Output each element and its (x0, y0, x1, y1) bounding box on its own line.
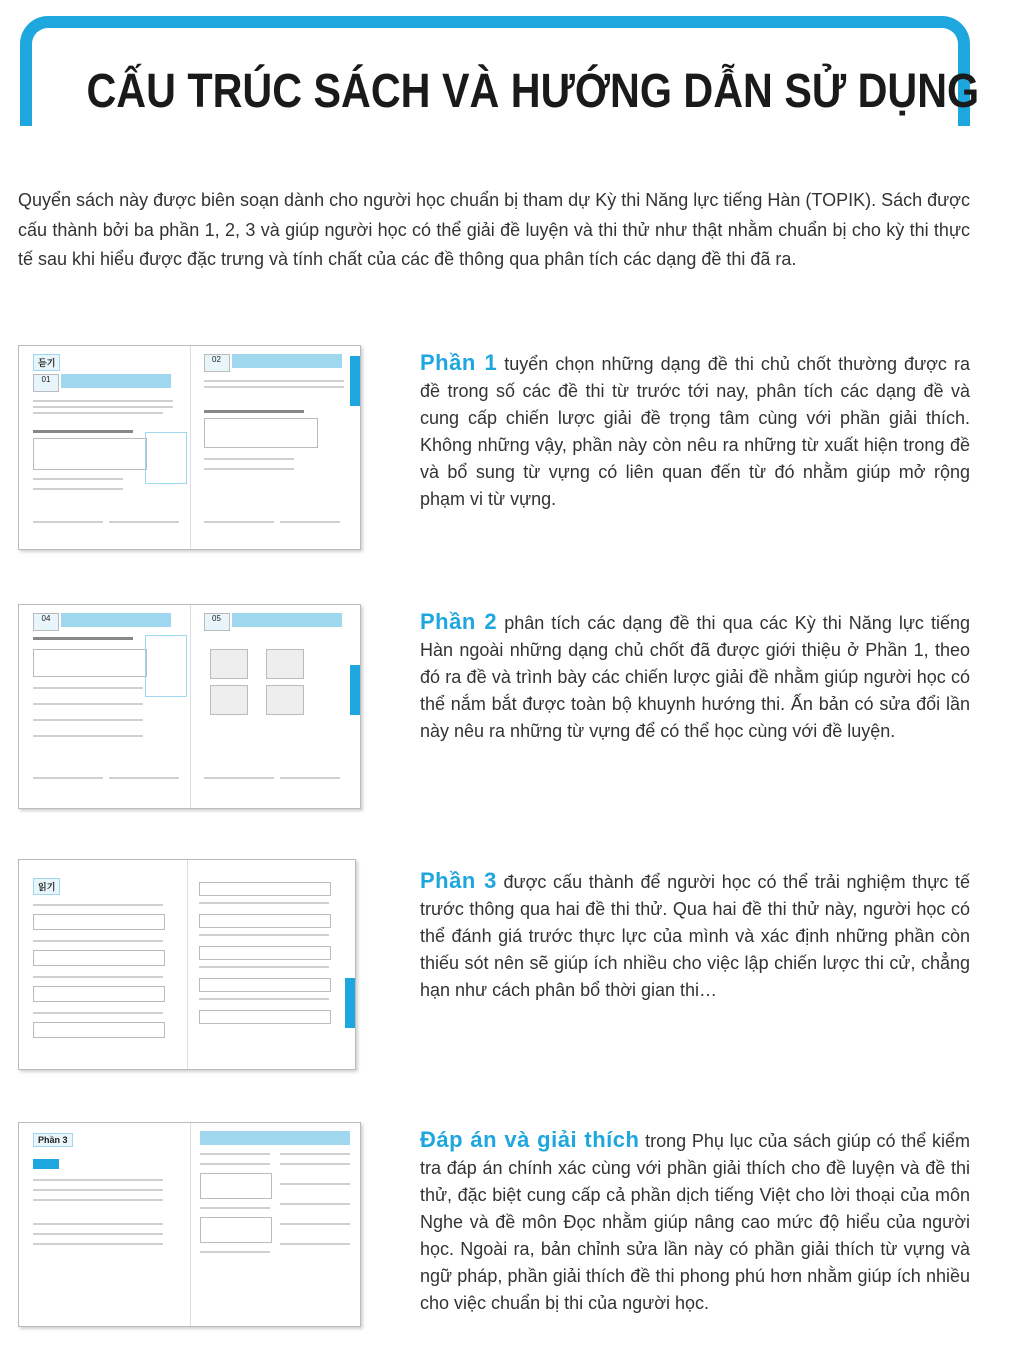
thumb-tag: Phần 3 (33, 1133, 73, 1147)
section-3-description (420, 867, 970, 1004)
section-3-text: được cấu thành để người học có thể trải nghiệm thực tế trước thông qua hai đề thi thử. Qua hai đề thi thử này, người học có thể đánh giá trước thực lực của mình và xác định những phần còn thiếu sót nên sẽ giúp ích nhiều cho việc lập chiến lược thi cử, chẳng hạn như cách phân bổ thời gian thi… (420, 872, 970, 1000)
section-4-description (420, 1126, 970, 1317)
section-2-description (420, 608, 970, 745)
thumb-number: 02 (204, 354, 230, 372)
intro-paragraph: Quyển sách này được biên soạn dành cho người học chuẩn bị tham dự Kỳ thi Năng lực tiếng Hàn (TOPIK). Sách được cấu thành bởi ba phần 1, 2, 3 và giúp người học có thể giải đề luyện và thi thử như thật nhằm chuẩn bị cho kỳ thi thực tế sau khi hiểu được đặc trưng và tính chất của các đề thông qua phân tích các dạng đề thi đã ra. (18, 190, 970, 269)
section-4-thumbnail (18, 1122, 361, 1327)
page-title: CẤU TRÚC SÁCH VÀ HƯỚNG DẪN SỬ DỤNG (86, 65, 980, 118)
thumb-number: 04 (33, 613, 59, 631)
section-2-text: phân tích các dạng đề thi qua các Kỳ thi Năng lực tiếng Hàn ngoài những dạng chủ chốt đã được giới thiệu ở Phần 1, theo đó ra đề và trình bày các chiến lược giải đề nhằm giúp người học có thể nắm bắt được toàn bộ khuynh hướng thi. Ấn bản có sửa đổi lần này nêu ra những từ vựng để có thể học cùng với đề luyện. (420, 613, 970, 741)
section-1-lead: Phần 1 (420, 350, 498, 375)
section-2-thumbnail (18, 604, 361, 809)
section-1-text: tuyển chọn những dạng đề thi chủ chốt thường được ra đề trong số các đề thi từ trước tới nay, phân tích các dạng đề và cung cấp chiến lược giải đề trọng tâm cùng với phần giải thích. Không những vậy, phần này còn nêu ra những từ xuất hiện trong đề và bổ sung từ vựng có liên quan đến từ đó nhằm giúp mở rộng phạm vi từ vựng. (420, 354, 970, 509)
thumb-tag: 듣기 (33, 354, 60, 371)
section-1-thumbnail (18, 345, 361, 550)
thumb-number: 01 (33, 374, 59, 392)
thumb-tag: 읽기 (33, 878, 60, 895)
section-2-lead: Phần 2 (420, 609, 498, 634)
section-3-lead: Phần 3 (420, 868, 497, 893)
section-4-text: trong Phụ lục của sách giúp có thể kiểm tra đáp án chính xác cùng với phần giải thích cho đề luyện và đề thi thử, đặc biệt cung cấp cả phần dịch tiếng Việt cho lời thoại của môn Nghe và đề môn Đọc nhằm giúp nâng cao mức độ hiểu của người học. Ngoài ra, bản chỉnh sửa lần này có phần giải thích từ vựng và ngữ pháp, phần giải thích đề thi phong phú hơn nhằm giúp ích nhiều cho việc chuẩn bị thi của người học. (420, 1131, 970, 1313)
section-4-lead: Đáp án và giải thích (420, 1127, 640, 1152)
section-3-thumbnail (18, 859, 356, 1070)
thumb-number: 05 (204, 613, 230, 631)
section-1-description (420, 349, 970, 513)
